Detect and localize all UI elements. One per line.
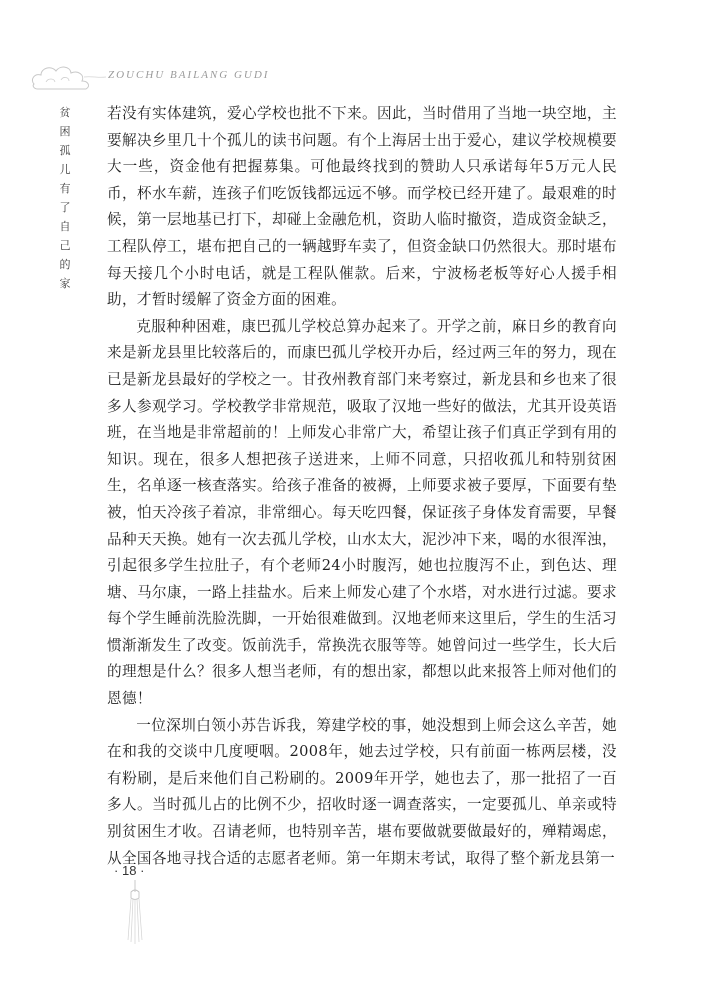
side-title-char: 己	[59, 239, 71, 252]
side-title-char: 自	[59, 220, 71, 233]
page-number	[114, 863, 144, 878]
side-title-char: 儿	[59, 163, 71, 176]
side-title-char: 困	[59, 125, 71, 138]
body-text	[107, 101, 617, 872]
side-title-char: 了	[59, 201, 71, 214]
side-title-char: 的	[59, 258, 71, 271]
running-title: ZOUCHU BAILANG GUDI	[108, 69, 270, 81]
running-header	[28, 56, 348, 96]
dot-icon: ·	[140, 863, 145, 878]
dot-icon: ·	[114, 863, 119, 878]
side-title-char: 家	[59, 277, 71, 290]
paragraph: 克服种种困难，康巴孤儿学校总算办起来了。开学之前，麻日乡的教育向来是新龙县里比较落后的，而康巴孤儿学校开办后，经过两三年的努力，现在已是新龙县最好的学校之一。甘孜州教育部门来考察过，新龙县和乡也来了很多人参观学习。学校教学非常规范，吸取了汉地一些好的做法，尤其开设英语班，在当地是非常超前的！上师发心非常广大，希望让孩子们真正学到有用的知识。现在，很多人想把孩子送进来，上师不同意，只招收孤儿和特别贫困生，名单逐一核查落实。给孩子准备的被褥，上师要求被子要厚，下面要有垫被，怕天冷孩子着凉，非常细心。每天吃四餐，保证孩子身体发育需要，早餐品种天天换。她有一次去孤儿学校，山水太大，泥沙冲下来，喝的水很浑浊，引起很多学生拉肚子，有个老师24小时腹泻，她也拉腹泻不止，到色达、理塘、马尔康，一路上挂盐水。后来上师发心建了个水塔，对水进行过滤。要求每个学生睡前洗脸洗脚，一开始很难做到。汉地老师来这里后，学生的生活习惯渐渐发生了改变。饭前洗手，常换洗衣服等等。她曾问过一些学生，长大后的理想是什么？很多人想当老师，有的想出家，都想以此来报答上师对他们的恩德！	[107, 317, 617, 708]
tassel-ornament-icon	[120, 880, 150, 950]
side-title-char: 贫	[59, 106, 71, 119]
page-number-value: 18	[121, 863, 137, 878]
side-title-char: 有	[59, 182, 71, 195]
paragraph: 若没有实体建筑，爱心学校也批不下来。因此，当时借用了当地一块空地，主要解决乡里几十个孤儿的读书问题。有个上海居士出于爱心，建议学校规模要大一些，资金他有把握募集。可他最终找到的赞助人只承诺每年5万元人民币，杯水车薪，连孩子们吃饭钱都远远不够。而学校已经开建了。最艰难的时候，第一层地基已打下，却碰上金融危机，资助人临时撤资，造成资金缺乏，工程队停工，堪布把自己的一辆越野车卖了，但资金缺口仍然很大。那时堪布每天接几个小时电话，就是工程队催款。后来，宁波杨老板等好心人援手相助，才暂时缓解了资金方面的困难。	[107, 105, 617, 309]
vertical-section-title	[56, 103, 74, 293]
side-title-char: 孤	[59, 144, 71, 157]
paragraph: 一位深圳白领小苏告诉我，筹建学校的事，她没想到上师会这么辛苦，她在和我的交谈中几度哽咽。2008年，她去过学校，只有前面一栋两层楼，没有粉刷，是后来他们自己粉刷的。2009年开学，她也去了，那一批招了一百多人。当时孤儿占的比例不少，招收时逐一调查落实，一定要孤儿、单亲或特别贫困生才收。召请老师，也特别辛苦，堪布要做就要做最好的，殚精竭虑，从全国各地寻找合适的志愿者老师。第一年期末考试，取得了整个新龙县第一	[107, 716, 617, 867]
cloud-ornament-icon	[28, 56, 108, 96]
